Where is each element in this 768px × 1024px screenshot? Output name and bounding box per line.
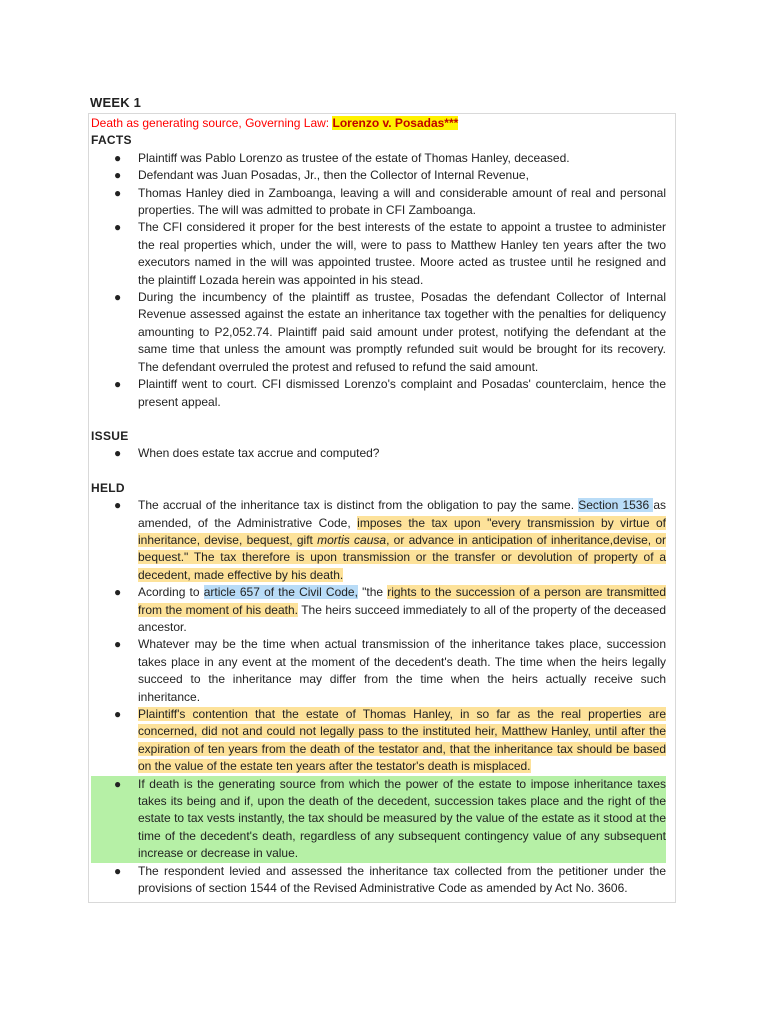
bullet-icon: ● bbox=[114, 185, 122, 200]
issue-list bbox=[91, 445, 666, 462]
case-subtitle bbox=[91, 115, 666, 132]
list-item: ● The CFI considered it proper for the best interests of the estate to appoint a trustee to administer the real properties which, under the will, were to pass to Matthew Hanley ten years after the two executors named in the will was appointed trustee. Moore acted as trustee until he resigned and the plaintiff Lozada herein was appointed in his stead. bbox=[114, 220, 666, 287]
bullet-icon: ● bbox=[114, 377, 122, 392]
bullet-icon: ● bbox=[114, 776, 122, 791]
bullet-icon: ● bbox=[114, 220, 122, 235]
bullet-icon: ● bbox=[114, 637, 122, 652]
bullet-icon: ● bbox=[114, 150, 122, 165]
list-item: ● Whatever may be the time when actual transmission of the inheritance takes place, succession takes place in any event at the moment of the decedent's death. The time when the heirs legally succeed to the inheritance may differ from the time when the heirs actually receive such inheritance. bbox=[114, 637, 666, 704]
bullet-icon: ● bbox=[114, 707, 122, 721]
list-item: ● During the incumbency of the plaintiff as trustee, Posadas the defendant Collector of Internal Revenue assessed against the estate an inheritance tax together with the penalties for deliquency amounting to P2,052.74. Plaintiff paid said amount under protest, notifying the defendant at the same time that unless the amount was promptly refunded suit would be brought for its recovery. The defendant overruled the protest and refused to refund the said amount. bbox=[114, 290, 666, 374]
bullet-icon: ● bbox=[114, 585, 122, 600]
list-item: ● The respondent levied and assessed the inheritance tax collected from the petitioner under the provisions of section 1544 of the Revised Administrative Code as amended by Act No. 3606. bbox=[114, 863, 666, 896]
case-content bbox=[91, 115, 666, 897]
held-heading: HELD bbox=[91, 480, 125, 495]
list-item: ● Plaintiff was Pablo Lorenzo as trustee of the estate of Thomas Hanley, deceased. bbox=[91, 150, 666, 167]
bullet-icon: ● bbox=[114, 863, 122, 878]
week-title: WEEK 1 bbox=[90, 95, 142, 110]
list-item bbox=[91, 776, 666, 863]
bullet-icon: ● bbox=[114, 168, 122, 183]
list-item: ● Thomas Hanley died in Zamboanga, leaving a will and considerable amount of real and personal properties. The will was admitted to probate in CFI Zamboanga. bbox=[114, 185, 666, 218]
bullet-icon: ● bbox=[114, 498, 122, 513]
highlight-generating-source: If death is the generating source from which the power of the estate to impose inheritance taxes takes its being and if, upon the death of the decedent, succession takes place and the right of the estate to tax vests instantly, the tax should be measured by the value of the estate as it stood at the time of the decedent's death, regardless of any subsequent contingency value of any subsequent increase or decrease in value. bbox=[138, 776, 666, 861]
facts-heading: FACTS bbox=[91, 133, 132, 148]
issue-heading: ISSUE bbox=[91, 428, 129, 443]
highlight-plaintiff-contention: Plaintiff's contention that the estate of Thomas Hanley, in so far as the real properties are concerned, did not and could not legally pass to the instituted heir, Matthew Hanley, until after the expiration of ten years from the death of the testator and, that the inheritance tax should be based on the value of the estate ten years after the testator's death is misplaced. bbox=[138, 707, 666, 774]
held-list bbox=[91, 497, 666, 897]
bullet-icon: ● bbox=[114, 446, 122, 461]
subtitle-prefix: Death as generating source, Governing Law: bbox=[91, 116, 333, 130]
list-item: ● When does estate tax accrue and computed? bbox=[91, 445, 666, 462]
list-item: ● Acording to article 657 of the Civil Code, "the rights to the succession of a person are transmitted from the moment of his death. The heirs succeed immediately to all of the property of the deceased ancestor. bbox=[114, 585, 667, 634]
highlight-section-1536: Section 1536 bbox=[578, 498, 654, 513]
highlight-article-657: article 657 of the Civil Code, bbox=[203, 585, 358, 600]
highlight-transmission-tax: imposes the tax upon "every transmission by virtue of inheritance, devise, bequest, gift mortis causa, or advance in anticipation of inheritance,devise, or bequest." The tax therefore is upon transmission or the transfer or devolution of property of a decedent, made effective by his death. bbox=[138, 515, 667, 582]
list-item bbox=[91, 706, 666, 776]
facts-list bbox=[91, 150, 666, 411]
highlight-rights-succession: rights to the succession of a person are transmitted from the moment of his death. bbox=[138, 585, 667, 617]
bullet-icon: ● bbox=[114, 290, 122, 305]
case-name: Lorenzo v. Posadas*** bbox=[332, 116, 459, 130]
list-item: ● Plaintiff went to court. CFI dismissed Lorenzo's complaint and Posadas' counterclaim, hence the present appeal. bbox=[114, 377, 666, 409]
case-digest-box bbox=[88, 113, 676, 903]
list-item: ● Defendant was Juan Posadas, Jr., then the Collector of Internal Revenue, bbox=[91, 167, 666, 184]
list-item: ● The accrual of the inheritance tax is distinct from the obligation to pay the same. Section 1536 as amended, of the Administrative Code, imposes the tax upon "every transmission by virtue of inheritance, devise, bequest, gift mortis causa, or advance in anticipation of inheritance,devise, or bequest." The tax therefore is upon transmission or the transfer or devolution of property of a decedent, made effective by his death. bbox=[114, 498, 667, 582]
